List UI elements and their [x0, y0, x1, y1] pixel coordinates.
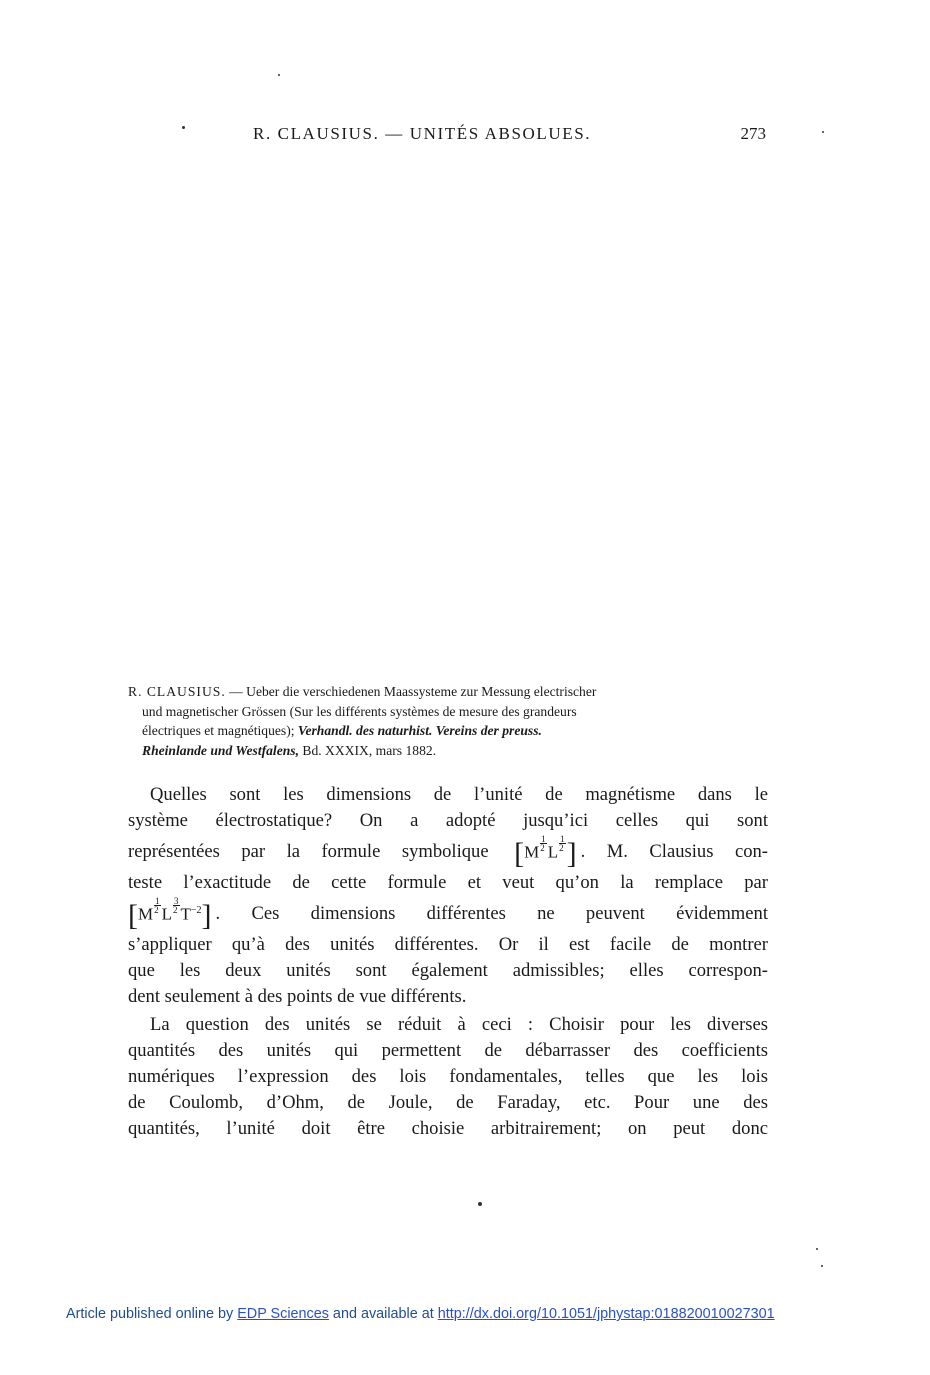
- body-line: numériques l’expression des lois fondamentales, telles que les lois: [128, 1066, 768, 1087]
- exponent-numerator: 3: [174, 895, 179, 906]
- scan-speck: [821, 1265, 823, 1267]
- reference-journal: Rheinlande und Westfalens,: [142, 742, 299, 758]
- exponent-fraction: [559, 835, 566, 852]
- reference-journal: Verhandl. des naturhist. Vereins der preuss.: [297, 723, 542, 738]
- exponent-denominator: 2: [540, 842, 545, 853]
- exponent-numerator: 1: [541, 833, 546, 844]
- body-line: teste l’exactitude de cette formule et veut qu’on la remplace par: [128, 872, 768, 893]
- exponent-denominator: 2: [154, 904, 159, 915]
- article-body: [128, 782, 768, 1142]
- exponent-denominator: 2: [173, 904, 178, 915]
- header-title: R. CLAUSIUS. — UNITÉS ABSOLUES.: [253, 124, 592, 143]
- exponent-fraction: [154, 897, 161, 914]
- body-line: [128, 834, 768, 870]
- reference-line: und magnetischer Grössen (Sur les différents systèmes de mesure des grandeurs: [142, 703, 577, 719]
- reference-author: R. CLAUSIUS.: [128, 684, 226, 699]
- exponent-numerator: 1: [560, 833, 565, 844]
- running-header: [128, 124, 768, 148]
- formula-m: M: [138, 904, 154, 924]
- body-line: que les deux unités sont également admissibles; elles correspon-: [128, 960, 768, 981]
- left-bracket-icon: [: [128, 898, 138, 932]
- body-line: de Coulomb, d’Ohm, de Joule, de Faraday, etc. Pour une des: [128, 1092, 768, 1113]
- doi-link[interactable]: http://dx.doi.org/10.1051/jphystap:018820010027301: [437, 1306, 775, 1322]
- formula-m: M: [524, 842, 540, 862]
- body-line: quantités des unités qui permettent de débarrasser des coefficients: [128, 1040, 768, 1061]
- left-bracket-icon: [: [514, 836, 525, 870]
- scan-speck: [478, 1202, 482, 1206]
- body-text: . Ces dimensions différentes ne peuvent évidemment: [215, 903, 768, 924]
- reference-line: [128, 682, 768, 702]
- body-text: . M. Clausius con-: [580, 841, 768, 862]
- reference-line: [128, 741, 768, 761]
- formula-magnetism-dimensions: [514, 833, 577, 870]
- body-line: Quelles sont les dimensions de l’unité de magnétisme dans le: [150, 784, 768, 805]
- right-bracket-icon: ]: [201, 898, 212, 932]
- publication-footer: [66, 1306, 866, 1322]
- exponent-numerator: 1: [155, 895, 160, 906]
- exponent-denominator: 2: [559, 842, 564, 853]
- body-line: [128, 896, 768, 932]
- body-line: s’appliquer qu’à des unités différentes. Or il est facile de montrer: [128, 934, 768, 955]
- body-line: système électrostatique? On a adopté jusqu’ici celles qui sont: [128, 810, 768, 831]
- scan-speck: [816, 1248, 818, 1250]
- scan-speck: [278, 74, 280, 76]
- bibliographic-reference: [128, 682, 768, 760]
- formula-clausius-dimensions: [128, 895, 212, 932]
- formula-t: T: [180, 904, 191, 924]
- reference-line: [128, 721, 768, 741]
- exponent-fraction: [540, 835, 547, 852]
- publisher-link[interactable]: EDP Sciences: [237, 1306, 329, 1322]
- exponent-fraction: [173, 897, 180, 914]
- body-line: La question des unités se réduit à ceci : Choisir pour les diverses: [150, 1014, 768, 1035]
- body-line: quantités, l’unité doit être choisie arbitrairement; on peut donc: [128, 1118, 768, 1139]
- footer-middle: and available at: [328, 1306, 438, 1322]
- right-bracket-icon: ]: [566, 836, 577, 870]
- scan-speck: [822, 131, 824, 133]
- footer-prefix: Article published online by: [66, 1306, 238, 1322]
- reference-title: — Ueber die verschiedenen Maassysteme zur Messung electrischer: [225, 684, 597, 699]
- reference-translation: électriques et magnétiques);: [142, 723, 298, 738]
- formula-l: L: [547, 842, 559, 862]
- body-text: représentées par la formule symbolique: [128, 841, 489, 862]
- page-number: 273: [740, 124, 766, 143]
- exponent-t: −2: [190, 904, 202, 916]
- scan-speck: [182, 126, 185, 129]
- reference-volume: Bd. XXXIX, mars 1882.: [299, 742, 437, 758]
- formula-l: L: [161, 904, 173, 924]
- body-line: dent seulement à des points de vue différents.: [128, 986, 467, 1007]
